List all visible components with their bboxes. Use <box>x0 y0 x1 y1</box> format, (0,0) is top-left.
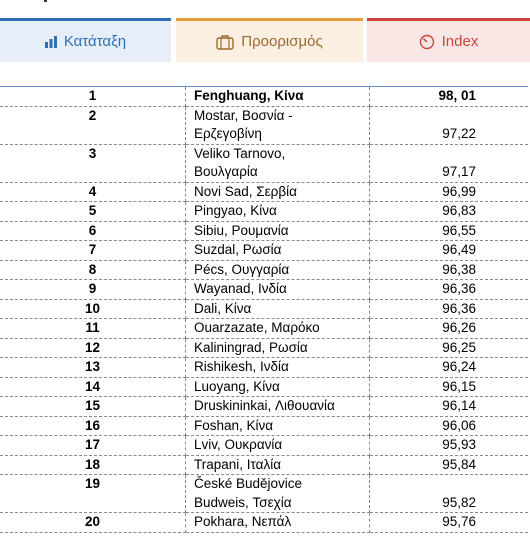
destination-line: Kaliningrad, Ρωσία <box>194 339 308 355</box>
destination-line: Novi Sad, Σερβία <box>194 183 297 199</box>
destination-line: Budweis, Τσεχία <box>194 494 292 510</box>
destination-line: Druskininkai, Λιθουανία <box>194 398 335 413</box>
suitcase-icon <box>216 34 234 50</box>
rank-cell: 20 <box>0 513 186 533</box>
table-row <box>0 397 528 417</box>
rank-cell: 13 <box>0 358 186 378</box>
table-row <box>0 513 528 533</box>
destination-cell <box>186 299 370 319</box>
index-cell: 96,36 <box>370 280 529 300</box>
destination-line: Lviv, Ουκρανία <box>194 437 283 452</box>
destination-cell <box>186 455 370 475</box>
table-row <box>0 358 528 378</box>
index-cell: 96,55 <box>370 221 529 241</box>
table-row <box>0 475 528 513</box>
tab-index[interactable] <box>367 18 530 62</box>
destination-cell <box>186 513 370 533</box>
index-cell: 96,38 <box>370 260 529 280</box>
index-cell: 96,14 <box>370 397 529 417</box>
destination-line: Pokhara, Νεπάλ <box>194 514 292 529</box>
index-cell: 96,24 <box>370 358 529 378</box>
destination-cell <box>186 436 370 456</box>
tab-rank[interactable] <box>0 18 171 62</box>
rank-cell: 12 <box>0 338 186 358</box>
destination-line: Veliko Tarnovo, <box>194 145 286 161</box>
rank-cell: 17 <box>0 436 186 456</box>
destination-cell <box>186 338 370 358</box>
index-cell: 95,84 <box>370 455 529 475</box>
index-cell: 96,36 <box>370 299 529 319</box>
index-cell: 97,22 <box>370 106 529 144</box>
index-cell: 96,83 <box>370 202 529 222</box>
destination-line: Mostar, Βοσνία - <box>194 107 293 123</box>
destination-cell <box>186 358 370 378</box>
destination-cell <box>186 377 370 397</box>
destination-cell <box>186 144 370 182</box>
rank-cell: 3 <box>0 144 186 182</box>
destination-cell <box>186 319 370 339</box>
destination-line: Ερζεγοβίνη <box>194 126 262 141</box>
rank-cell: 9 <box>0 280 186 300</box>
rank-cell: 4 <box>0 182 186 202</box>
destination-line: Dali, Κίνα <box>194 300 252 316</box>
destination-line: Pingyao, Κίνα <box>194 203 277 218</box>
column-header-tabs <box>0 18 530 62</box>
gauge-icon <box>419 34 435 50</box>
tab-destination-label: Προορισμός <box>241 33 323 50</box>
destination-cell <box>186 87 370 107</box>
table-row <box>0 416 528 436</box>
destination-line: Wayanad, Ινδία <box>194 281 287 296</box>
rank-cell: 8 <box>0 260 186 280</box>
table-row <box>0 319 528 339</box>
rank-cell: 11 <box>0 319 186 339</box>
index-cell: 95,82 <box>370 475 529 513</box>
index-cell: 95,76 <box>370 513 529 533</box>
bar-chart-icon <box>45 36 57 48</box>
table-row <box>0 299 528 319</box>
index-cell: 96,06 <box>370 416 529 436</box>
rank-cell: 10 <box>0 299 186 319</box>
index-cell: 96,49 <box>370 241 529 261</box>
table-row <box>0 202 528 222</box>
tab-destination[interactable] <box>176 18 363 62</box>
destination-line: Rishikesh, Ινδία <box>194 359 289 374</box>
rank-cell: 7 <box>0 241 186 261</box>
rank-cell: 15 <box>0 397 186 417</box>
rank-cell: 5 <box>0 202 186 222</box>
table-row <box>0 280 528 300</box>
table-row <box>0 455 528 475</box>
index-cell: 97,17 <box>370 144 529 182</box>
index-cell: 96,99 <box>370 182 529 202</box>
rank-cell: 14 <box>0 377 186 397</box>
index-cell: 98, 01 <box>370 87 529 107</box>
ranking-table <box>0 86 528 533</box>
index-cell: 96,26 <box>370 319 529 339</box>
top-mark <box>44 0 47 2</box>
rank-cell: 18 <box>0 455 186 475</box>
destination-cell <box>186 397 370 417</box>
destination-cell <box>186 241 370 261</box>
destination-cell <box>186 280 370 300</box>
table-row <box>0 182 528 202</box>
table-row <box>0 87 528 107</box>
tab-index-label: Index <box>441 33 479 50</box>
destination-cell <box>186 475 370 513</box>
destination-cell <box>186 221 370 241</box>
index-cell: 96,25 <box>370 338 529 358</box>
table-row <box>0 377 528 397</box>
destination-line: Trapani, Ιταλία <box>194 456 282 472</box>
table-row <box>0 241 528 261</box>
index-cell: 96,15 <box>370 377 529 397</box>
destination-line: Ouarzazate, Μαρόκο <box>194 320 320 335</box>
destination-cell <box>186 416 370 436</box>
index-cell: 95,93 <box>370 436 529 456</box>
destination-cell <box>186 182 370 202</box>
table-row <box>0 221 528 241</box>
destination-line: Fenghuang, Κίνα <box>194 88 304 103</box>
destination-cell <box>186 106 370 144</box>
destination-line: Sibiu, Ρουμανία <box>194 222 289 238</box>
rank-cell: 19 <box>0 475 186 513</box>
table-row <box>0 260 528 280</box>
destination-line: Foshan, Κίνα <box>194 417 274 433</box>
rank-cell: 2 <box>0 106 186 144</box>
tab-rank-label: Κατάταξη <box>63 33 127 50</box>
rank-cell: 16 <box>0 416 186 436</box>
table-row <box>0 144 528 182</box>
rank-cell: 6 <box>0 221 186 241</box>
table-row <box>0 436 528 456</box>
destination-cell <box>186 260 370 280</box>
table-row <box>0 106 528 144</box>
rank-cell: 1 <box>0 87 186 107</box>
table-row <box>0 338 528 358</box>
destination-line: Luoyang, Κίνα <box>194 378 280 394</box>
destination-line: Pécs, Ουγγαρία <box>194 261 290 277</box>
destination-line: Suzdal, Ρωσία <box>194 242 282 257</box>
destination-line: České Budějovice <box>194 476 303 491</box>
destination-cell <box>186 202 370 222</box>
destination-line: Βουλγαρία <box>194 164 258 179</box>
